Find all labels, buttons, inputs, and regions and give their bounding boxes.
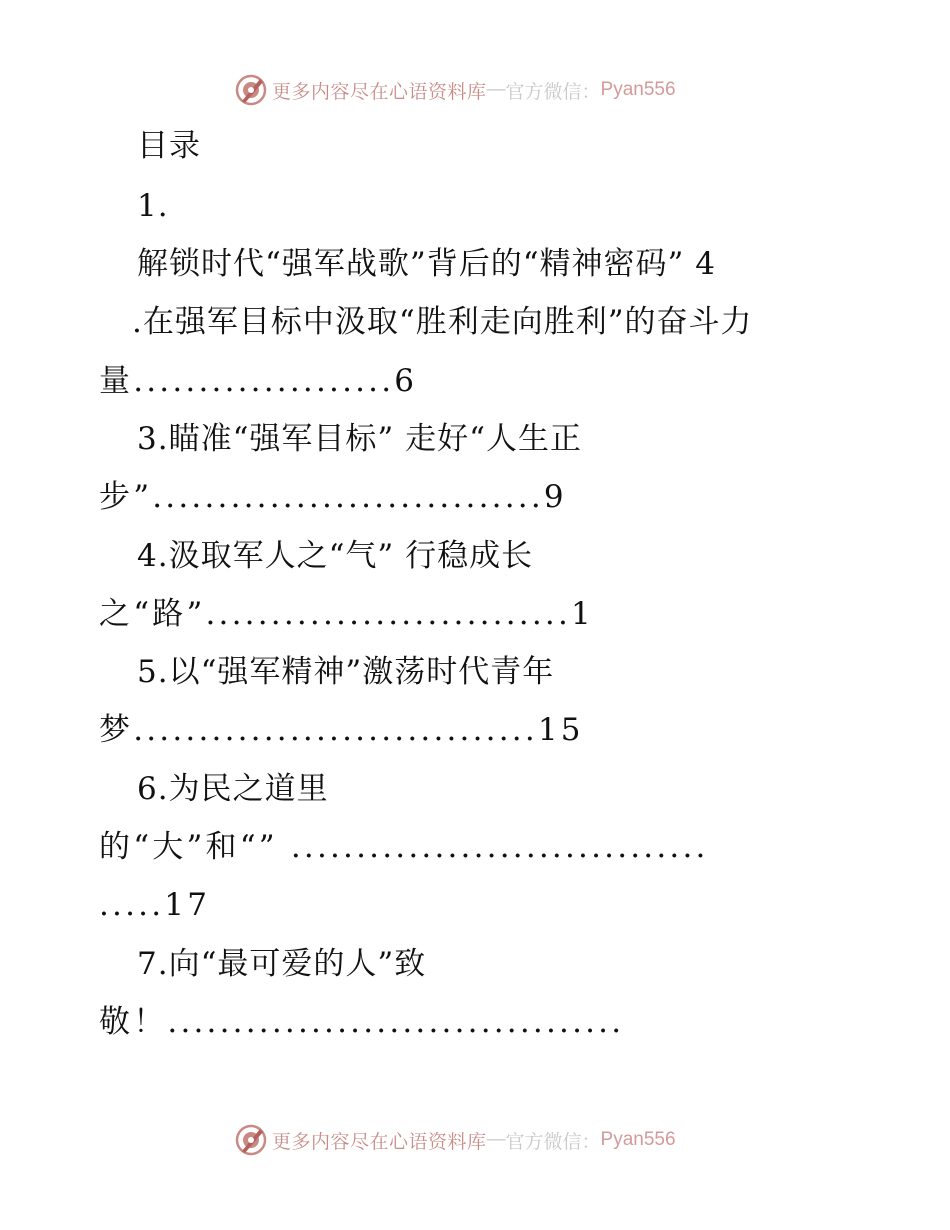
watermark-text: 更多内容尽在心语资料库 <box>272 1130 487 1153</box>
toc-line: 5.以“强军精神”激荡时代青年 <box>137 654 555 690</box>
toc-line: 的“大”和“” ................................ <box>99 829 709 865</box>
toc-line: 梦...............................15 <box>99 712 584 748</box>
watermark-footer <box>234 1122 676 1158</box>
watermark-text: 更多内容尽在心语资料库 <box>272 80 487 103</box>
toc-line: 敬！................................... <box>99 1004 625 1040</box>
watermark-dash: — <box>486 1129 506 1150</box>
watermark-wechat-id: Pyan556 <box>600 1129 676 1150</box>
toc-line: 之“路”............................1 <box>99 596 594 632</box>
toc-line: 6.为民之道里 <box>137 771 329 807</box>
toc-line: 量....................6 <box>99 363 418 399</box>
watermark-label: 官方微信： <box>505 1131 601 1153</box>
toc-line: 4.汲取军人之“气” 行稳成长 <box>137 538 534 574</box>
toc-line: 7.向“最可爱的人”致 <box>137 946 427 982</box>
watermark-dash: — <box>486 79 506 100</box>
toc-line: 解锁时代“强军战歌”背后的“精神密码” 4 <box>137 246 716 282</box>
pen-logo-icon <box>234 73 268 107</box>
toc-line: .在强军目标中汲取“胜利走向胜利”的奋斗力 <box>132 304 753 340</box>
pen-logo-icon <box>234 1123 268 1157</box>
toc-line: 步”..............................9 <box>99 479 567 515</box>
toc-title: 目录 <box>137 128 201 164</box>
toc-line: 3.瞄准“强军目标” 走好“人生正 <box>137 421 582 457</box>
toc-line: .....17 <box>99 887 211 923</box>
toc-line: 1. <box>137 188 169 224</box>
watermark-label: 官方微信： <box>505 81 601 103</box>
watermark-header <box>234 72 676 108</box>
watermark-wechat-id: Pyan556 <box>600 79 676 100</box>
